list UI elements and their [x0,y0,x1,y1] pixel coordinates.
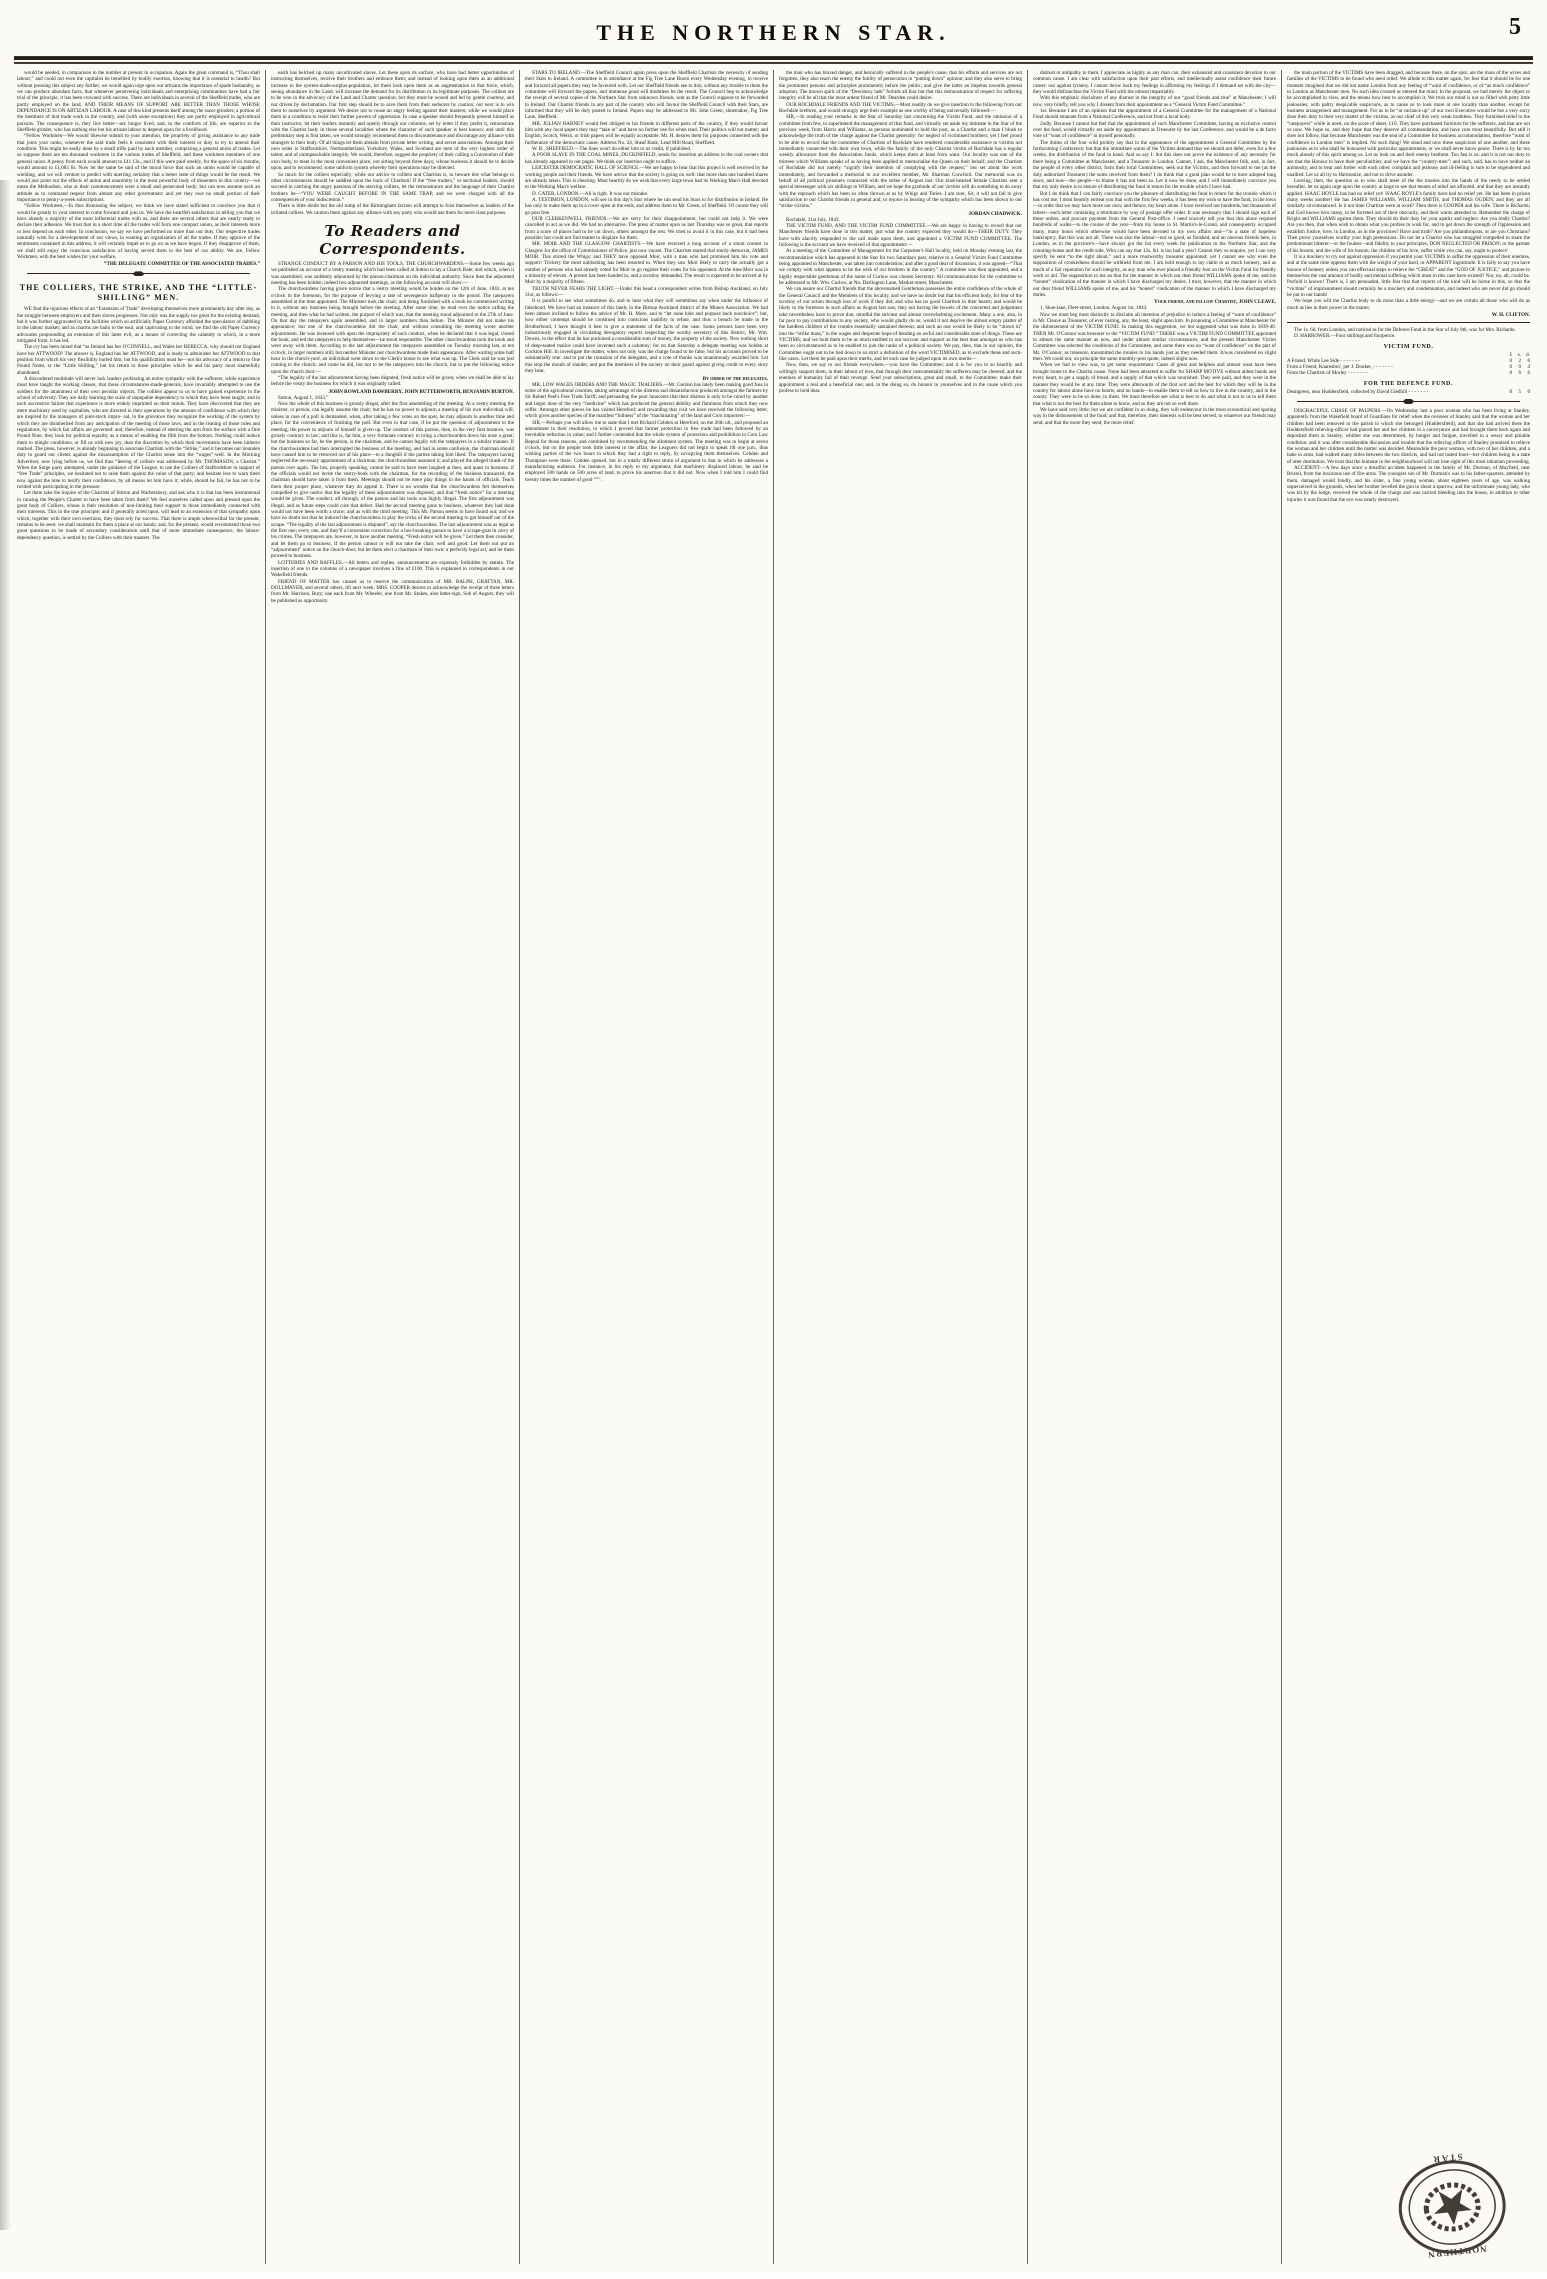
article-paragraph: 1, Shoe-lane, Fleet-street, London, August 1st, 1843. [1040,305,1148,312]
text-column [266,70,520,2264]
amount-cell: 6 [1518,370,1521,377]
currency-column-header: d. [1526,351,1530,358]
article-paragraph: D. HARROWER.—Four shillings and fourpence. [1294,333,1396,340]
article-paragraph: OUR ROCHDALE FRIENDS AND THE VICTIMS.—Most readily do we give insertion to the following from our Rochdale brethren, and would strongly urge their example as one worthy of being universally followed:— [779,101,1022,115]
article-paragraph: LEICESTER DEMOCRATIC HALL OF SCIENCE.—We are happy to hear that this project is well received by the working people and their friends. We have advice that the society is going on well: that more than one hundred shares are already taken. This is cheering. Most heartily do we wish that every large town had its Working Man's Hall devoted to the Working Man's welfare. [525,165,768,191]
article-paragraph: the man who has braved danger, and heroically suffered in the people's cause, that his efforts and services are not forgotten, they also teach the enemy the futility of persecution in “putting down” opinion; and they also serve to bring the prominent persons and principles prominently before the public, and give the latter an impetus towards general adoption. The known spirit of the “Dewsbury lads” forbids all fear but that this demonstration of respect for suffering integrity will be all that the most ardent friend of Mr. Dearden could desire. [779,70,1022,102]
article-paragraph: “The legality of the last adjournment having been disputed, fresh notice will be given; when we shall be able to lay before the vestry the business for which it was originally called. [271,375,514,388]
article-paragraph: SIR,—Perhaps you will allow me to state that I met Richard Cobden at Hereford, on the 26th ult., and proposed an amendment to their resolution, to which I proved that farmer protection to free trade had been followed by an inevitable reduction in value; and I further contended that the whole system of protection and prohibition to Corn Law Repeal for those reasons, and combined by recommending the allotment system. The meeting was to begin at seven o'clock, but on the people took little interest in the affair, the Leaguers did not begin to speak till one p.m., thus wishing parties of the two hours in which they had a right to reply, by occupying them themselves. Cobden and Thompson were there. Cobden opened, but in a totally different strain of argument to that in which he addresses a manufacturing audience. For instance, in his reply to my argument, that machinery displaced labour, he said he employed 500 hands on 500 acres of land, to prove his assertion that it did not. Now when I told him I could find twenty times the number of good “””. [525,419,768,483]
article-paragraph: earth has belched up many uncultivated slaves. Let these upon its surface, who have had better opportunities of instructing themselves, receive their brothers and embrace them; and instead of looking upon them as an additional increase to the system-made-surplus-population, let them look upon them as an augmentation to that force, which, seeing abundance in the Land, will increase the demand for its distribution to its legitimate purposes. The colliers are to be won in the advocacy of the Land and Charter question; but they must be wooed and led by gentle courtesy, and not driven by declamation. Our first step should be to save them from their seducers by caution; our next is to win them to ourselves by argument. We desire not to rouse an angry feeling against their masters; while we would place them in a condition to resist their further powers of oppression. In case a speaker should frequently present himself as their instructor, let their leaders instantly and openly through our columns, set by letter if they prefer it, remonstrate with the Chartist body in those several localities where the character of such speaker is best known: and until this preliminary step is first taken, we would strongly recommend them to discountenance and discourage any alliance with strangers to their body. Of all things let them abstain from private letter writing, and secret associations. Amongst their own order is Staffordshire, Northumberland, Yorkshire, Wales, and Scotland are men of the very highest order of talent, and of unimpeachable integrity. We would, therefore, suggest the propriety of their calling a Convention of their own body, to meet in the most convenient place, not sitting beyond three days; whose business it should be to decide upon, and to recommend, some uniform system whereby their operations may be directed. [271,70,514,172]
article-paragraph: Now we must beg most distinctly to disclaim all intention of prejudice to induce a feeling of “want of confidence” in Mr. Cleave as Treasurer, of ever casting, any, the least, slight upon him. In proposing a Committee at Manchester for the disbursement of the VICTIM FUND. In making this suggestion, we but suggested what was done in 1839-40. THEN Mr. O'Connor was treasurer to the “VICTIM FUND.” THERE was a VICTIM FUND COMMITTEE appointed in almost the same manner as now, and under almost similar circumstances, and the present Manchester Victim Committee was selected the conditions of the Committee, and some there was no “want of confidence” on the part of Mr. O'Connor, as treasurer, transmitted the monies to his hands just as they needed them. It/was considered no slight then. We could not, on principle the same monthly-post quote, indeed slight now. [1033,311,1276,363]
horizontal-rule [1287,322,1530,323]
article-paragraph: D. CATER, LONDON.—All is right. It was our mistake. [532,190,649,197]
article-paragraph: would be needed, in comparison to the number at present in occupation. Again the great command is, “Thou shalt labour;” and could not even the capitalist be benefited by bodily exertion, knowing that it is essential to health? But without pressing this subject any further, we would again urge upon our artizans the importance of spade husbandry, as we can produce abundant facts, that whenever persevering individuals and enterprising communities have had a fair trial of the principle, it has been crowned with success. There are individuals in several of the Sheffield trades, who are partly employed on the land, AND THEIR MEANS OF SUPPORT ARE BETTER THAN THOSE WHOSE DEPENDANCE IS ON ARTIZAN LABOUR. A case of this kind presents itself among the razor-grinders; a portion of the members of that trade work in the country, and (with some exceptions) they are partly employed in agricultural pursuits. The consequence is, they live better—are longer lived, and, in the comforts of life, are superior to the Sheffield grinder, who has nothing else but his artizan labour to depend upon for a livelihood. [17,70,260,134]
svg-text:STAR: STAR [1430,2151,1464,2165]
subscriber-label: Deangreen, near Huddersfield, collected by David Gledhill - - - - - - - [1287,388,1429,395]
text-column [520,70,774,2264]
article-headline: THE COLLIERS, THE STRIKE, AND THE “LITTLE-SHILLING” MEN. [19,283,258,303]
article-paragraph: The 1s. 6d. from London, and noticed as for the Defence Fund in the Star of July 8th, was for Mrs. Richards. [1294,327,1516,334]
article-paragraph: SIR,—In reading your remarks in the Star of Saturday last concerning the Victim Fund, and the omission of a committee from few, to superintend the management of that fund, and virtually set aside my intimate in the Star of the previous week, from Harris and Williams, as persons nominated to hold the post, as a Chartist and a man I blush to acknowledge the truth of the charge against the Chartist generally: for neglect of victimised brothers; yet I feel proud to be able to record that the committee of Chartists of Rochdale have rendered considerable assistance to victims not immediately connected with their own town, while the family of the only Chartist victim of Rochdale has a regular weekly allowance from the Association funds, which keeps them at least from want. Our locality was one of the thirteen which Williams speaks of as having been applied to memorialise the Queen on their behalf; and the Chartists of Rochdale did not merely “signify their intention of complying with the request,” but set about the work immediately, and forwarded a memorial to our excellent member, Mr. Sharman Crawford. Our memorial was on behalf of all political prisoners connected with the strike of August last. Our kind-hearted female Chartists sent a special messenger with six shillings to William, and we hope the gratitude of our victims will do something to do away with the reproach which has been so often thrown at us by Whigs and Tories. I am sure, Sir, it will not fail to give satisfaction to our Chartist friends in general and, to rejoice in hearing of the sympathy which has been shown to our “strike victims.” [779,114,1022,210]
article-paragraph: There is little doubt but the old rump of the Birmingham faction will attempt to foist themselves as leaders of the irritated colliers. We caution them against any alliance with any party who would use them for mere class purposes. [271,203,514,216]
article-paragraph: Rochdale, 31st July, 1843. [786,216,840,223]
article-paragraph: STARS TO IRELAND.—The Sheffield Council again press upon the Sheffield Chartists the necessity of sending their Stars to Ireland. A committee is in attendance at the Fig Tree Lane Room every Wednesday evening, to receive and forward all papers they may be favoured with. Let our Sheffield friends see to this; without any trouble to them the committee will forward the papers, and immense good will doubtless be the result. The Council beg to acknowledge the receipt of several copies of the Northern Star from unknown friends, sent as the Council suppose to be forwarded to Ireland. Our Chartist friends in any part of the country who will favour the Sheffield Council with their Stars, are informed that they will be duly posted to Ireland. Papers may be addressed to Mr. John Green, shoemaker, Fig Tree Lane, Sheffield. [525,70,768,121]
amount-cell: 0 [1509,388,1512,395]
signature-line: W. H. CLIFTON. [1491,312,1530,319]
masthead-rule [14,56,1533,60]
article-paragraph: “Fellow Workmen,—In thus dismissing the subject, we think we have stated sufficient to convince you that it would be greatly to your interest to come forward and join us. We have the heartfelt satisfaction in telling you that we have already a majority of the most influential trades with us, and there are several others that are nearly ready to declare their adhesion. We trust that in a short time all the trades will form one compact union, as their interests more or less depend on each other. In conclusion, we say we have performed no more than our duty. Our respective trades naturally wish for a developement of our views, in wanting an organization of all the trades. If they approve of the sentiments contained in this address, it will certainly impel us to go on as we have begun. If they disapprove of them, we shall still enjoy the conscious satisfaction of having served them to the best of our ability. We are, Fellow Workmen, with the best wishes for your welfare, [17,203,260,260]
article-paragraph: “Fellow Workmen—We would likewise submit to your attention, the propriety of giving assistance to any trade that joins your ranks, whenever the said trade feels it consistent with their interest or duty to try to amend their condition. This might be easily done by a small trifle paid by each member, comprising a general union of trades. Let us suppose there are ten thousand workmen in the various trades of Sheffield, and these workmen members of one general union. A penny from each would amount to £41 13s., and if this were paid weekly, for the space of six months, would amount to £1,083 6s. Now let the same be said of the moral force that such an union would be capable of wielding, and we will venture to predict with unerring certainty that a better state of things would be the result. We would just point out the effects of union and unanimity in the most powerful body of dissenters in this country—we mean the Methodists, who at their commencement were a small and persecuted body; but can now assume such an attitude as to command respect from almost any other government: and yet they owe no small portion of their importance to penny-a-week subscriptions. [17,133,260,203]
ornamental-divider [27,271,251,276]
article-paragraph: The churchwardens having given notice that a vestry meeting would be holden on the 12th of June, 1843, at ten o'clock in the forenoon, for the purpose of levying a rate of sevenpence halfpenny in the pound. The ratepayers assembled at the time appointed. The Minister took the chair; and being furnished with a book he commenced writing in it, without any business being brought before the meeting. After some time, he read over the notice calling the meeting, and then what he had written, the purport of which was, that the meeting stood adjourned to the 27th of June. On that day the ratepayers again assembled, and in larger numbers than before. The Minister did not make his appearance; but one of the churchwardens did the chair, and without consulting the meeting wrote another adjournment. He was incensed with upon the impropriety of such conduct, when he declared that it was legal, closed the book, and led the ratepayers to help themselves—he stood responsible. The other churchwardens took the book and went away with them. According to the last adjournment the ratepayers assembled on Tuesday morning last, at ten o'clock, in larger numbers still; but neither Minister nor churchwardens made their appearance. After waiting some half hour in the church-yard, an individual went down to the Clerk's house to see what was up. The Clerk said he was just coming to the church; and come he did, but not to let the ratepayers into the church, but to put the following notice upon the church door:— [271,286,514,375]
article-paragraph: But I do think that I can fairly convince you the pleasure of distributing the fund in return for the trouble which it has cost me; I most heartily entreat you that with the first few weeks, it has been my wish to have the fund, in the town—in order that we may have more our own; and thence, my heart alone. I have received not hundreds, but thousands of letters—each letter containing a remittance by way of postage offer order. It was necessary that I should sign each of these orders, and procure payment from the General Post-office. I need scarcely tell you that this alone required hundreds of walks—to the course of the year—from my house to St. Martin's-le-Grand, and consequently occupied many, many hours which otherwise would have been devoted to my own affairs and—“in a state of hopeless bankruptcy. But this was not all. There was also the labour—not so good, as finished, and an onerous friends here, in London, as in the province's—have always got the list every week for publication in the Northern Star, and the counting-house and the credit-side. Who can say that 12s. 6d. is too bad a year? Cannot they so enquire, yet I can very specify be sent “to the right about,” and a more trustworthy treasurer appointed; yet I cannot see why even the supposition of crookedness should be withheld from me. I am bold enough to lay claim to as much honesty, and as much of a fair reputation for such integrity, as any man who ever placed a friendly foot on the Victim Fund for friendly work or aid. The supposition to me an that for the manner in which our dear friend WILLIAMS spoke of me, and his “honest” vindication of the manner in which I have discharged my duties. I trust, however, that the manner in which our dear friend WILLIAMS spoke of me, and his “honest” vindication of the manner in which I have discharged my duties. [1033,190,1277,299]
article-paragraph: So much for the colliers especially; while our advice to colliers and Chartists is, to beware lest what belongs to other circumstances should be saddled upon the back of Chartism! If the “free traders,” or sectional leaders, should succeed in catching the angry passions of the starving colliers, let the remonstrance and the language of their Chartist brothers be—“YOU WERE CAUGHT BEFORE IN THE SAME TRAP, and we were charged with all the consequences of your indiscretion.” [271,171,514,203]
article-paragraph: LOTTERIES AND RAFFLES.—All letters and replies, announcements are expressly forbidden by statute. The insertion of one in the columns of a newspaper involves a fine of £100. This is explained to correspondents in our Wakefield friends. [271,559,514,579]
amount-cell: 4 [1527,364,1530,371]
article-paragraph: We can assure our Chartist friends that the abovenamed Gentleman possesses the entire confidence of the whole of the General Council and the Members of this locality, and we have no doubt but that his efficient body, for fear of the scrutiny of our action through loss of work if they did; and who has no good Chartism in their hearts; and would be likely to the foremost in such affairs as August last saw, they not having the bowels of the concerted and judgement take nevertheless have to prove that, mindful the strictest and almost overwhelming excitement. Many a one, also, in far poor to pay contributions to any society, who would gladly do so, would it not deprive the almost empty platter of the hardless children of the crumbs essentially sustained thereon; and such an one would be likely to be “drawn in” into the “strike mass,” in the wages and desperate hope of bending an awful and considerable state of things. These are VICTIMS; and we hold them to be as much entitled to our succour and support as the best man amongst us who has been so circumstanced as to be enabled to join the ranks of a political society. We pay, then, that in our opinion, the Committee ought not to be tied down to so strict a definition of the word VICTIMISED, as to exclude these and such-like cases. Let them be paid upon their merits, and let each case be judged upon its own merits— [779,286,1022,363]
article-paragraph: 2ndly. Because I cannot but feel that the appointment of such Manchester Committee, having an exclusive control over the fund, would virtually set aside my appointment as Treasurer by the last Conference, and would be a de facto vote of “want of confidence” in myself personally. [1033,120,1276,140]
article-paragraph: When we had to view was, to get some requirement. Cases of great and helpless and utmost want have been brought home to the Chartist cause. None had been attracted to suffer for SHARP MOTIVE without ablest hands and every heart, to get a supply of bread, and a supply of that which was nourished. They sere paid, and they were in the manner they would be at any time. They were afterwards of the first sort and the best for which they will be in the country for labour alone have no hearts, and no hands—to enable them to tell us how to live in the country, and in the county. They were to be so done, to them. We must therefore see what is best to do and what is not to us to tell them that what is not the best for them alone to know, and so they are not so well done. [1033,362,1276,407]
article-paragraph: It is painful to see what sometimes do, and to hear what they will sometimes say when under the influence of falsehood. We have had an instance of this lately in the Bishop Auckland district of the Miners Association. We had been almost inclined to follow the advice of Mr. H. More, and to “let none hide and purpose back nonchoice”; but, how either contempt should be construed into conscious inability to refute, and thus a breach be made in the Brotherhood, I have thought it best to give a statement of the facts of the case. Some persons have been very industriously engaged in circulating derogatory reports respecting the worthy secretary of this district, Mr. Wm. Downs, to the effect that he has purloined a considerable sum of money, the property of the society. Now nothing short of deep-seated malice could have invented such a calumny; for on that Saturday a delegate meeting was holden at Cockton Hill. In investigate the matter, when not only was the charge found to be false, but his accounts proved to be substantially true: and to put the ruination of the delegates, and a vote of thanks was unanimously awarded him. Let this stop the mouth of slander, and put the members of the society on their guard against giving credit to every story they hear. [525,298,768,375]
article-paragraph: We have said very little; but we are confident in so doing, they will endeavour in the most economical and sparing way in the disbursement of the fund; and that, therefore, their interests will be best served, to whatever our friends may send; and that the more they send, the more relief. [1033,406,1276,426]
amount-cell: 5 [1518,388,1521,395]
amount-cell: 0 [1527,388,1530,395]
svg-text:NORTHERN: NORTHERN [1426,2243,1488,2260]
text-column [12,70,266,2264]
page-title: THE NORTHERN STAR. [596,20,951,45]
column-container [0,64,1547,2264]
subscriber-label: A Friend, White Lee Side - - - - - - - [1287,357,1360,364]
text-column [1282,70,1535,2264]
signature-line: Your friend, and fellow Chartist, JOHN CLEAVE. [1154,299,1276,306]
article-paragraph: At a meeting of the Committee of Management for the Carpenter's Hall locality, held on Monday evening last, the recommendation which has appeared in the Star for two Saturdays past, relative to a General Victim Fund Committee being appointed in Manchester, was taken into consideration; and after a good deal of discussion, it was agreed—“That we comply with what appears to be the wish of our brethren in the country.” A committee was then appointed, and a highly respectable gentleman of the name of Curlow was chosen Secretary. All communications for the committee to be addressed to Mr. Wm. Curlow, at No. Darlington Lane, Market-street, Manchester. [779,248,1022,286]
article-paragraph: MR. MOIR AND THE GLASGOW CHARTISTS.—We have received a long account of a smart contest in Glasgow for the office of Commissioner of Police, just now vacant. The Chartists started that sturdy democrat, JAMES MOIR. This stirred the Whigs; and THEY have opposed Moir, with a man who had promised him his vote and support! Trickery the most unblushing has been resorted to. When they saw Moir likely to carry the actually got a number of persons who had already voted for Moir to go register their votes for his opponent. At the time Moir was in a minority of eleven. A protest has been handed in, and a scrutiny demanded. The result is expected to be arrived at by Moir by a majority of fifteen. [525,241,768,286]
subscriber-label: From the Chartists of Morley - - - - - - - [1287,370,1368,377]
signature-line: “THE DELEGATE COMMITTEE OF THE ASSOCIATED TRADES.” [103,261,260,268]
section-subheading: VICTIM FUND. [1383,343,1434,350]
readers-correspondents-heading: To Readers and Correspondents. [319,221,466,258]
article-paragraph: Now, then, we say to our friends everywhere,—you have the Committee; and it is for you to so heartily and willingly support them, in their labour of love, that through their instrumentality the sufferers may be cheered, and the enemies of humanity fail of their revenge. Send your subscriptions, great and small, to the Committee; make their appointment a real and a beneficial one; and, in the doing so, do honour to yourselves and to the cause which you profess to hold dear. [779,362,1022,394]
article-paragraph: It is a mockery to cry out against oppression if you permit your VICTIMS to suffer the oppression of their enemies, and at the same time oppress them with the weight of your hard, or APPARENT ingratitude. It is folly to say you have honour of honesty unless you can effectual steps to relieve the “GREAT” and the “GOD OF JUSTICE,” and picture to themselves the vast amount of bodily and mental suffering which must in this case have existed? Nor, no, all, could be. Purfoid it known! There is, I am persuaded, little fear that that reports of the kind will be borne in this, so that the “victims” of imprisonment should certainly be a mockery and condemnation, and indeed who are never did go should be put in our hands! [1287,253,1530,299]
article-paragraph: We hope you will the Chartist body to do more than a little energy—and we are certain all those who will do as much as lies in their power in the matter. [1287,298,1530,311]
amount-cell: 0 [1518,364,1521,371]
article-paragraph: TRUTH NEVER FEARS THE LIGHT.—Under this head a correspondent writes from Bishop Auckland, on July 31st, as follows:— [525,285,768,299]
article-paragraph: the main portion of the VICTIMS have been dragged, and because there, on the spot, are the mass of the wives and families of the VICTIMS to be found who need relief. We allude to this matter again, for fear that it should be for one moment imagined that we did not name London from any feeling of “want of confidence, or of “as much confidence” in London as Manchester men. No such idea crossed or entered the mind. In the proposal, we had merely the object to be accomplished in view, and the means how best to accomplish it. We trust our mind is not so filled with petty little jealousies; with paltry despicable suspicions, as to cause us to look more at one locality than another, except for business arrangement and management. For us to be “at variance up” of our own Executive would be but a very sorry dose their duty to their very matter of the victims, as our chief of this very weak toothless. They furnished relief to the “ratepayers” while in need, on the score of sheet, £10. They have purchased furniture for the sufferers, and that are not so now. We hope so, and they hope that they deserve all commendation, and have cure most beautifully. But still it does not follow, that because Manchester was the seat of a Committee for business accommodation, therefore “want of confidence in London men” is implied. No such thing! We stand and now these suspicions of one another, and these jealousies as to who shall be honoured with particular appointments, or we shall never know peace. There is by far too much already of this spirit among us. Let us look on and their enemy brethren. Too fast is so; and it is not our duty to see that the Honour to have their peculiarities; and we have the “country-men”; and such, said, has to have neither an animosity, and to bear and Jorber with each other, complain and jealousy and ill-feeling is sure to be engendered and unallied. Let us all try to Harmonize, and not to drive asunder. [1287,70,1530,178]
ornamental-divider [1297,399,1521,404]
article-paragraph: The duties of the four wild probity say that in the appearance of the appointment a General Committee by the forthcoming Conference; but that the immediate wants of the Victims demand that we should not defer, even for a few weeks, the distribution of the fund in hand. And so say I: but this does not prove the existence of any necessity for there being a Committee at Manchester, and a Treasurer in London. Cannot, I ask, the Manchester folk, and, in fact, the people of every other district, form their local Committees, seek out the Victims, and then forward to me (as the duly authorised Treasurer) the sums received from them? I do think that a good plan would be to have adopted long since, and now—the people—to blame it has not been so. Let it now be done, and I will immediately convince you that my only desire is to ensure of distributing the fund in return for the trouble which I have had. [1033,139,1276,191]
subscriber-label: From a Friend, Knaresbro', per J. Dooker, - - - - - - - [1287,364,1393,371]
article-paragraph: 1st. Because I am of an opinion that the appointment of a General Committee for the management of a National Fund should emanate from a National Conference, and not from a local body. [1033,108,1276,121]
masthead [0,0,1547,56]
currency-column-header: £ [1509,351,1512,358]
amount-cell: 6 [1527,370,1530,377]
signature-line: By order of the delegates. [702,375,768,382]
currency-column-header: s. [1517,351,1521,358]
article-paragraph: A POOR SLAVE IN THE COAL MINES, DUCKINFIELD, sends for insertion an address to the coal owners that has already appeared in our pages. We think our insertion ought to suffice. [525,152,768,165]
article-paragraph: Leaving, then, the question as to who shall meet of the the monies into the hands of the needy to be settled hereafter, let us again urge upon the country at large to see that means of relief are afforded, and that they are instantly applied. ISAAC HOYLE has had no relief yet! ISAAC ROYLE's family have had no relief yet. He has been in prison many weeks another! He has JAMES WILLIAMS, WILLIAM SMITH, and THOMAS OGDEN; and they are all similarly circumstanced. Is it not time Chartists were at work? Then there is COOPER and his wife. There is Richards; and God knows how many, to be forreted out of their obscurity, and their wants attended to. Remember the charge of Bright and WILLIAMS against them. They should do their duty for your apathy and neglect. Are you really Chartist? Are you then, that when wish to obtain what you profess to wish for, and to get down the strength of Oppression and establish Justice, love, in London, as in the provinces? Have and truth? Are you philanthropists, or are you Christians? Then prove yourselves worthy your high pretensions. Do not let a Chartist who has struggled compelled to share the predominant bitterer—or the foulest—and fidelity to your principles, DON NEGLECTED OR PRISON; or the partner of his bosom, and the wife of his bosom, the children of his love, suffer while you can, say, ought to protect! [1287,177,1530,254]
article-paragraph: DISGRACEFUL CHASE OF PAUPERS.—On Wednesday last a poor woman who has been living at Stanley, apparently from the Wakefield board of Guardians for relief when the overseer of Stanley said that the woman and her children had been removed to the parish to which she belonged (Huddersfield), and that she had arrived there the Huddersfield relieving-officer had placed her and her children in a conveyance and had brought them back again and deposited them at Stanley, whither she was determined, by hunger and fatigue, travelled in a weary and pitiable condition: and it was after considerable discussion and trouble that the relieving officer of Stanley promised to relieve the woman and her children until the matter was decided. Meanwhile the poor woman, with two of her children, and a babe in arms, had walked many miles between the two districts, and had not tasted food—her children being in a state of utter destitution. We trust that the humane in the neighbourhood will not lose sight of this most inhuman proceeding. [1287,407,1530,465]
section-subheading: FOR THE DEFENCE FUND. [1363,380,1454,387]
amount-cell: 0 [1509,370,1512,377]
article-paragraph: THE VICTIM FUND, AND THE VICTIM FUND COMMITTEE.—We are happy in having to record that our Manchester friends have done in this matter, just what the country expected they would do—THEIR DUTY. They have with alacrity responded to the call made upon them, and appointed a VICTIM FUND COMMITTEE. The following is the account we have received of that appointment:— [779,222,1022,248]
article-paragraph: The cry has been raised that “as Ireland has her O'CONNELL, and Wales her BEBECCA, why should not England have her ATTWOOD? The answer is, England has her ATTWOOD, and is ready to administer her ATTWOOD to that position from which his very flexibility hurled him; but his qualification must be—not his advocacy of a return to One Pound Notes, or the “Little Shilling,” but his return to those principles which he and his party most shamefully abandoned. [17,344,260,376]
article-paragraph: Let them take the inquire of the Chartists of Stirton and Warbersbury, and ask who it is that has been instrumental in causing the People's Charter to have been taken from them? We feel ourselves called upon and pressed upon the great body of Colliers, whose is their resolution of non-limiting their support to those immediately connected with their interests. This in the true principle; and if generally acted upon, will lead to an extension of that sympathy upon which, together with their own exertions, they must rely for success. That there is ample wherewithal for the present, remains to be seen: we shall maintain for them a place at our hands; and, for the present, would recommend those two great questions to be made of secondary consideration until that of more immediate consequence, the labour-dependency question, is settled by the Colliers with their masters. The [17,490,260,541]
article-paragraph: FRIEND OF MATTER has caused us to reserve the communication of MR. RALPH, GRATTAN, MR. DOLLMAYER, and several others, till next week. MRS. COOPER desires to acknowledge the receipt of three letters from Mr. Harrison, Bury; one each from Mr. Wheeler, one from Mr. Stokes, also letter-sign, Sob of August, they will be published as opportunity. [271,578,514,604]
article-paragraph: Sutton, August 1, 1843.” [278,394,329,401]
page-edge-smudge [0,180,11,2230]
amount-cell: 0 [1509,357,1512,364]
amount-cell: 0 [1509,364,1512,371]
text-column [774,70,1028,2264]
signature-line: JOHN ROWLAND DAWBERRY, JOHN BUTTERWORTH, BENJAMIN BURTON. [328,388,514,395]
text-column [1028,70,1282,2264]
article-paragraph: distrust or antipathy to them. I appreciate as highly as any man can, their exhausted and consistent devotion to our common cause. I am clear with satisfaction upon their past efforts, and intellectually assist confidence their future career: our against tyranny. I cannot throw back my feelings in affirming my feelings if I demand set with the city—they would disfranchise the Victim Fund with the utmost impartiality. [1033,70,1276,96]
article-paragraph: ACCIDENT.—A few days since a dreadful accident happened in the family of Mr. Dorman, of Mayfield, near Bristol, from the luxurious use of fire-arms. The youngest son of Mr. Dorman's was to his father-quarters, attended by them, damaged would fondly, and his sister, a fine young woman, about eighteen years of age, was walking unperceived in the grounds, when her brother levelled the gun to shoot a sparrow, and the unfortunate young lady, who was hit by the lodge, received the whole of the charge and was carried bleeding into the house, in addition to other injuries it was found that the eye was nearly destroyed. [1287,465,1530,503]
amount-cell: 2 [1518,357,1521,364]
article-paragraph: A. TESTIMON, LONDON, will see in this day's Star where he can send his Stars to for distribution in Ireland. He has only to make them up in a cover open at the ends, and address them to Mr. Green, of Sheffield. Of course they will go post free. [525,196,768,216]
amount-cell: 6 [1527,357,1530,364]
subscription-table [1287,389,1530,395]
article-paragraph: Now the whole of this business is grossly illegal, after the first assembling of the meeting. At a vestry meeting the minister, or person, can legally assume the chair; but he has no power to adjourn a meeting of his own individual will, unless in case of a poll is demanded, when, after taking a few votes on the spot, he may adjourn to another time and place, for the convenience of finishing the poll. But even in that case, if he put the question of adjournment to the meeting, the power to adjourn of himself is given up. The conduct of this parson, then, in the very first instance, was grossly contrary to law; and this is, far him, a very fortunate contrary to bring a churchwarden down his nose a great; but the business so far, be the person, is the chairman, and he cannot legally rob the ratepayers in a similar manner. If the churchwardens had then interrupted the business of the meeting, and had in some confusion, the chairman should have caused him to be removed out of his place—to a dunghill if the parties taking him liked. The ratepayers having neglected the necessary appointment of a chairman, the churchwardens assumed it; and played the alleged tirade of the parson over again. The law, properly speaking, cannot be said to have been laughed at then, and quasi to business: if the officials would not invite the vestry-book with the chairman, for the recording of the business transacted, the chairman should have taken it from them. Meetings should not be mere play things in the hands of officials. Teach them their proper place, whatever they do appeal it. There is no wonder that the churchwardens felt themselves compelled to give notice that the legality of these adjournments was disputed, and that “fresh notice” for a meeting would be given. The conduct, all through, of the parson and his tools was highly illegal. The first adjournment was illegal, and as future steps could cure that defect. Had the second meeting gone to business, whatever they had done would not have been worth a straw; and as with the third meeting. This Mr. Parson seems to have found out; and we have no doubt but that he induced the churchwardens to play the tricks of the second meeting to get himself out of the scrape. “The legality of the last adjournment is disputed”, say the churchwardens. The last adjournment was as legal as the first one; every one, and they'll a convenient correction for a law-breaking parson to have a scrape-goat in curry of his crimes. The ratepayers are, however, to have another meeting. “Fresh notice will be given.” Let them then consider, and let them go to business. If the person cannot or will not take the chair, well and good. Let them not put an “adjournment” notice on the church-door; but let them elect a chairman of their own: a perfectly legal act, and let them proceed to business. [271,401,514,560]
folio-number: 5 [1509,14,1521,40]
article-paragraph: W. B., SHEFFIELD.—The lines won't do either him or us credit, if published. [532,146,692,153]
signature-line: JORDAN CHADWICK. [968,210,1022,217]
table-row [1287,370,1530,376]
table-row [1287,389,1530,395]
article-paragraph: STRANGE CONDUCT BY A PARSON AND HIS TOOLS, THE CHURCHWARDENS.—Some few weeks ago we published an account of a vestry meeting which had been called at Sutton to lay a Church Rate; and which, when it was assembled, was suddenly adjourned by the parson-chairman on his individual authority. Since then the adjourned meeting has been holden; indeed two adjourned meetings, as the following account will show:— [271,260,514,286]
article-paragraph: With this emphatic disclaimer of any distrust in the integrity of our “good friends and true” at Manchester, I will now, very briefly, tell you why I dissent from their appointment as a “General Victim Fund Committee.” [1033,95,1276,108]
subscription-table [1287,352,1530,377]
article-paragraph: WE find the injurious effects of an “Extension of Trade” developing themselves more prominently day after day, as the struggle between employers and their slaves progresses. Not only was the supply too great for the existing demand, but it was further aggravated by the facilities which so artificially Paper Currency afforded the speculators of dabbling in the labour market; and as charms are balm to the soul, and captivating to the mind, we find the old Paper Currency advocates propounding an extension of this latter evil, as a means of correcting the calamity to which, in a more mitigated form, it has led. [17,306,260,345]
article-paragraph: MR. LOW WAGES ORDERS AND THE MAGIC TRALIERS.—Mr. Gordon has lately been making good fuss in some of the agricultural counties, taking advantage of the distress and dissatisfaction produced amongst the farmers by Sir Robert Peel's Free Trade Tariff; and persuading the poor innocents that their distress is only to be cured by another and larger dose of the very “medicine” which has produced the general debility and flaminess from which they now suffer. Amongst other pieces he has visited Hereford; and rewarding that visit we have received the following letter, which gives another species of the manifest “fullness” of the “machinating” of the land and Corn importers:— [525,381,768,420]
article-paragraph: MR. JULIAN HARNEY would feel obliged to his friends in different parts of the country, if they would favour him with any local papers they may “take in” and have no further use for when read. Their politics will not matter; and English, Scotch, Welsh, or Irish papers will be equally acceptable. Mr. H. desires them for purposes connected with the furtherance of the democratic cause. Address No. 24, Sheaf Bank, Lead Mill Road, Sheffield. [525,120,768,146]
article-paragraph: OUR CLERKENWELL FRIENDS.—We are sorry for their disappointment, but could not help it. We were cancelled in act as we did. We had no alternative. The press of matter upon us last Thursday was so great, that reports from a score of places had to be cut down, others amongst the rest. We tried to avoid it in this case, but it had been possible; but could not find matter to displace for them. [525,215,768,241]
article-paragraph: A discordered multitude will never lack leaders professing an entire sympathy with the sufferers; while experience must have taught the working classes, that those circumstances-made-generals, have invariably attempted to use the soldiers for the attainment of their own peculiar objects. The colliers appear to us to have gained experience in the school of adversity. They are daily learning the scale of unpopable dependency to which they have been taught; and in each successive failure that experience is more widely imprinted on their minds. They have discovered that they are mere machinery used by capitalists, who are directed in their operations by the amount of confidence with which they are inspired by the managers of joint-stock impro- sal, in the grievance they recognize the working of the system by which they are disinherited from any anticipation of the meeting of those laws, and in the leaning of those rules and regulations, by which fair affairs are governed: and, therefore, instead of steering the arm from the surface with a One Pound Note, they look for political equality as a means of enabling the filth from the bottom. Nothing could induce them to mingle conditions, or fill us with new joy, than the discretion by which their movements have been hitherto marked. The press, however, is already beginning to associate Chartism with the “Strike,” and it becomes our bounden duty to guard our clients against the misassumption of the Chartist sense into the “wages”-well. In the Morning Advertiser, now lying before us, we find thus “leering of colliers was addressed by Mr. THOMASON, a Chartist.” When the Surge party attempted, under the guidance of the League, to use the Colliers of Staffordshire in support of “free Trade” principles, we hesitated not to raise them against the value of that party; and hesitate less to warn them now against the nine to testify their confidence, by all means let him have it; while, should he fail, he has not to be twitted with participating in the pressure. [17,376,260,490]
